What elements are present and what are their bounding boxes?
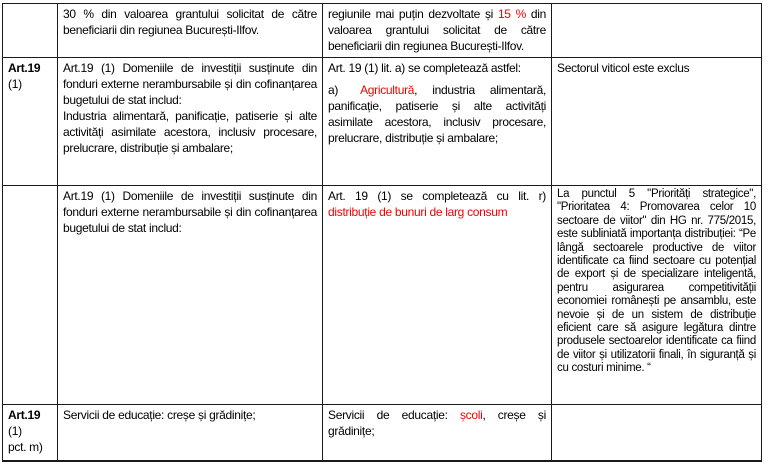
cell-r1-current-text xyxy=(58,4,323,58)
amendment-red-text: Agricultură xyxy=(360,83,415,97)
current-text-paragraph xyxy=(63,6,317,38)
amendment-text: , industria alimentară, panificație, patiserie și alte activități asimilate acestora, inclusiv procesare, prelucrare, distribuție și ambalare; xyxy=(328,83,546,145)
cell-r3-article-ref xyxy=(3,186,58,405)
amendment-text: Art. 19 (1) se completează cu lit. r) xyxy=(328,189,546,203)
amendment-text: regiunile mai puțin dezvoltate și xyxy=(328,7,498,21)
current-text-paragraph: Art.19 (1) Domeniile de investiții susținute din fonduri externe nerambursabile și din cofinanțarea bugetului de stat includ: xyxy=(63,61,317,107)
cell-r4-justification xyxy=(552,405,762,461)
current-text: 30 % din valoarea grantului solicitat de către beneficiarii din regiunea București-Ilfov. xyxy=(63,7,317,37)
table-row-1 xyxy=(3,4,762,58)
cell-r2-amendment-text xyxy=(323,58,552,186)
article-number: Art.19 xyxy=(8,408,41,422)
cell-r1-amendment-text xyxy=(323,4,552,58)
table-row-3 xyxy=(3,186,762,405)
cell-r4-article-ref xyxy=(3,405,58,461)
amendment-paragraph xyxy=(328,188,546,220)
amendment-paragraph: Art. 19 (1) lit. a) se completează astfel: xyxy=(328,61,521,75)
amendment-text: Servicii de educație: xyxy=(328,408,460,422)
current-text-paragraph: Servicii de educație: creșe și grădinițe; xyxy=(63,408,256,422)
justification-text: Sectorul viticol este exclus xyxy=(557,61,690,75)
cell-r2-current-text xyxy=(58,58,323,186)
justification-text: La punctul 5 "Priorități strategice", "Prioritatea 4: Promovarea celor 10 sectoare de viitor" din HG nr. 775/2015, este subliniată importanța distribuției: “Pe lângă sectoarele productive de viitor identificate ca fiind sectoare cu potențial de export și de specializare inteligentă, pentru asigurarea competitivității economiei românești pe ansamblu, este nevoie și de un sistem de distribuție eficient care să asigure legătura dintre produsele sectoarelor identificate ca fiind de viitor și utilizatorii finali, în siguranță și cu costuri minime. “ xyxy=(557,188,756,375)
amendment-text: din valoarea grantului solicitat de către beneficiarii din regiunea București-Ilfov. xyxy=(328,7,546,53)
cell-r1-justification xyxy=(552,4,762,58)
amendment-paragraph xyxy=(328,82,546,146)
cell-r4-amendment-text xyxy=(323,405,552,461)
table-row-4 xyxy=(3,405,762,461)
cell-r1-article-ref xyxy=(3,4,58,58)
amendment-item-label: a) xyxy=(328,83,339,97)
cell-r3-current-text xyxy=(58,186,323,405)
cell-r2-justification xyxy=(552,58,762,186)
amendment-red-text: 15 % xyxy=(497,7,526,21)
table-row-2 xyxy=(3,58,762,186)
amendments-table xyxy=(2,3,762,462)
article-paragraph: (1) xyxy=(8,424,22,438)
amendment-text: , creșe și grădinițe; xyxy=(328,408,547,438)
cell-r3-amendment-text xyxy=(323,186,552,405)
current-text-paragraph: Art.19 (1) Domeniile de investiții susținute din fonduri externe nerambursabile și din cofinanțarea bugetului de stat includ: xyxy=(63,189,317,235)
amendment-paragraph xyxy=(328,407,546,439)
amendment-red-text: distribuție de bunuri de larg consum xyxy=(328,205,508,219)
amendment-paragraph xyxy=(328,6,546,54)
cell-r3-justification xyxy=(552,186,762,405)
cell-r4-current-text xyxy=(58,405,323,461)
article-point: pct. m) xyxy=(8,440,43,454)
cell-r2-article-ref xyxy=(3,58,58,186)
article-paragraph: (1) xyxy=(8,77,22,91)
article-number: Art.19 xyxy=(8,61,41,75)
current-text-paragraph: Industria alimentară, panificație, patiserie și alte activități asimilate acestora, inclusiv procesare, prelucrare, distribuție și ambalare; xyxy=(63,109,317,155)
amendment-red-text: școli xyxy=(459,408,483,422)
